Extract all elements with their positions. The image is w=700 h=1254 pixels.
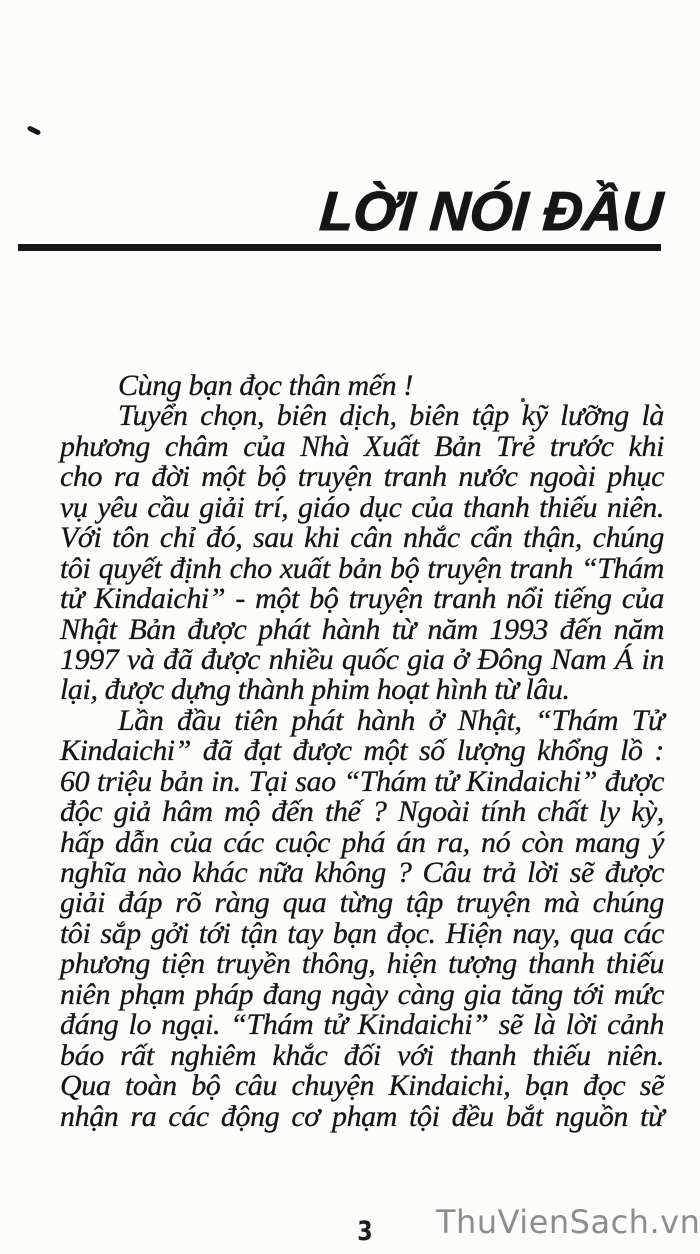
text-line: hấp dẫn của các cuộc phá án ra, nó còn mang ý	[60, 825, 664, 859]
page-title: LỜI NÓI ĐẦU	[317, 180, 665, 242]
text-line: nhận ra các động cơ phạm tội đều bắt nguồn từ	[60, 1099, 664, 1133]
text-line: tử Kindaichi” - một bộ truyện tranh nổi tiếng của	[60, 582, 664, 616]
text-line: 1997 và đã được nhiều quốc gia ở Đông Nam Á in	[60, 642, 664, 676]
text-line: Tuyển chọn, biên dịch, biên tập kỹ lưỡng là	[118, 399, 664, 433]
title-underline	[18, 244, 661, 251]
text-line: nghĩa nào khác nữa không ? Câu trả lời sẽ được	[60, 856, 664, 889]
text-line: báo rất nghiêm khắc đối với thanh thiếu niên.	[60, 1038, 664, 1072]
text-line: phương tiện truyền thông, hiện tượng thanh thiếu	[60, 947, 664, 981]
text-line: Lần đầu tiên phát hành ở Nhật, “Thám Tử	[118, 703, 664, 737]
text-line: đáng lo ngại. “Thám tử Kindaichi” sẽ là lời cảnh	[60, 1008, 664, 1042]
text-line: tôi sắp gởi tới tận tay bạn đọc. Hiện nay, qua các	[60, 916, 664, 950]
text-line: niên phạm pháp đang ngày càng gia tăng tới mức	[60, 977, 664, 1011]
text-line: Qua toàn bộ câu chuyện Kindaichi, bạn đọc sẽ	[60, 1069, 664, 1103]
text-line: tôi quyết định cho xuất bản bộ truyện tranh “Thám	[60, 551, 664, 585]
text-line: vụ yêu cầu giải trí, giáo dục của thanh thiếu niên.	[60, 490, 664, 524]
text-line: Kindaichi” đã đạt được một số lượng khổng lồ :	[60, 734, 664, 768]
ink-speck-mark	[27, 125, 42, 136]
text-line: lại, được dựng thành phim hoạt hình từ lâu.	[60, 673, 570, 707]
text-line: Với tôn chỉ đó, sau khi cân nhắc cẩn thận, chúng	[60, 521, 664, 555]
text-line: 60 triệu bản in. Tại sao “Thám tử Kindaichi” được	[60, 764, 664, 798]
text-line: phương châm của Nhà Xuất Bản Trẻ trước khi	[60, 429, 664, 463]
watermark: ThuVienSach.vn	[436, 1203, 700, 1241]
text-line: cho ra đời một bộ truyện tranh nước ngoài phục	[60, 460, 664, 494]
text-line: giải đáp rõ ràng qua từng tập truyện mà chúng	[60, 886, 664, 920]
text-line: Cùng bạn đọc thân mến !	[118, 369, 413, 402]
body-text	[60, 371, 664, 1132]
page-number: 3	[357, 1216, 373, 1247]
text-line: Nhật Bản được phát hành từ năm 1993 đến năm	[60, 612, 664, 646]
text-line: độc giả hâm mộ đến thế ? Ngoài tính chất ly kỳ,	[60, 795, 664, 829]
